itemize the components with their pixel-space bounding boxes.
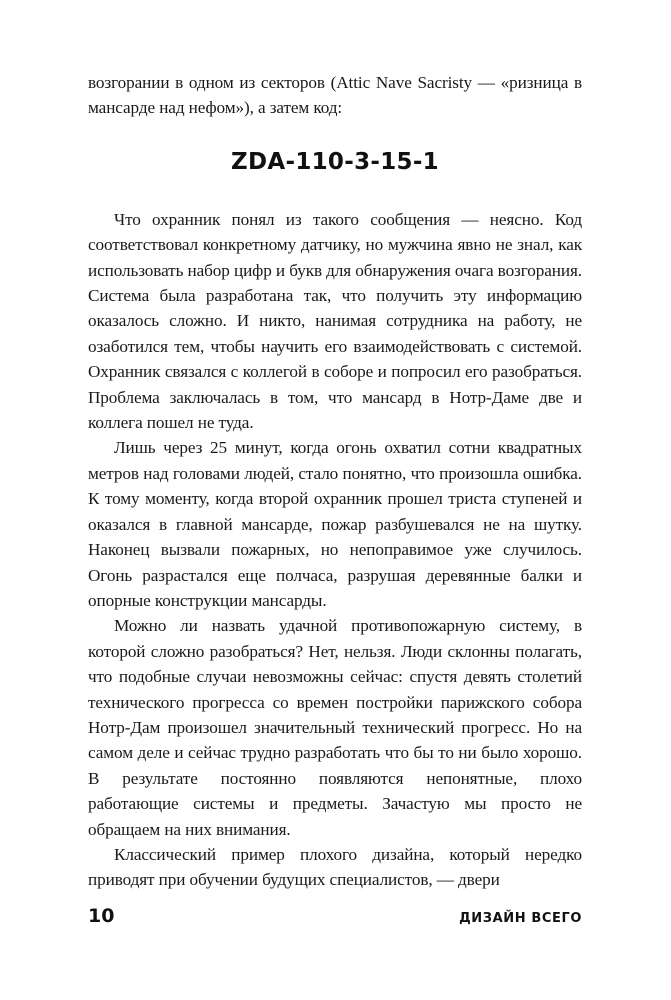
page-body [88,70,582,893]
paragraph-fire: Лишь через 25 минут, когда огонь охватил сотни квадратных метров над головами людей, стало понятно, что произошла ошибка. К тому моменту, когда второй охранник прошел триста ступеней и оказался в главной мансарде, пожар разбушевался не на шутку. Наконец вызвали пожарных, но непоправимое уже случилось. Огонь разрастался еще полчаса, разрушая деревянные балки и опорные конструкции мансарды. [88,438,582,610]
page-footer [88,905,582,927]
paragraph-guard: Что охранник понял из такого сообщения — неясно. Код соответствовал конкретному датчику, но мужчина явно не знал, как использовать набор цифр и букв для обнаружения очага возгорания. Система была разработана так, что получить эту информацию оказалось сложно. И никто, нанимая сотрудника на работу, не озаботился тем, чтобы научить его взаимодействовать с системой. Охранник связался с коллегой в соборе и попросил его разобраться. Проблема заключалась в том, что мансард в Нотр-Даме две и коллега пошел не туда. [88,209,582,433]
paragraph-question: Можно ли назвать удачной противопожарную систему, в которой сложно разобраться? Нет, нельзя. Люди склонны полагать, что подобные случаи невозможны сейчас: спустя девять столетий технического прогресса со времен постройки парижского собора Нотр-Дам произошел значительный технический прогресс. Но на самом деле и сейчас трудно разработать что бы то ни было хорошо. В результате постоянно появляются непонятные, плохо работающие системы и предметы. Зачастую мы просто не обращаем на них внимания. [88,616,582,839]
running-title: ДИЗАЙН ВСЕГО [459,911,582,926]
page-number: 10 [88,905,115,927]
paragraph-classic-example: Классический пример плохого дизайна, который нередко приводят при обучении будущих специалистов, — двери [88,844,582,890]
paragraph-continuation: возгорании в одном из секторов (Attic Nave Sacristy — «ризница в мансарде над нефом»), а затем код: [88,73,582,118]
sensor-code: ZDA-110-3-15-1 [231,148,439,175]
